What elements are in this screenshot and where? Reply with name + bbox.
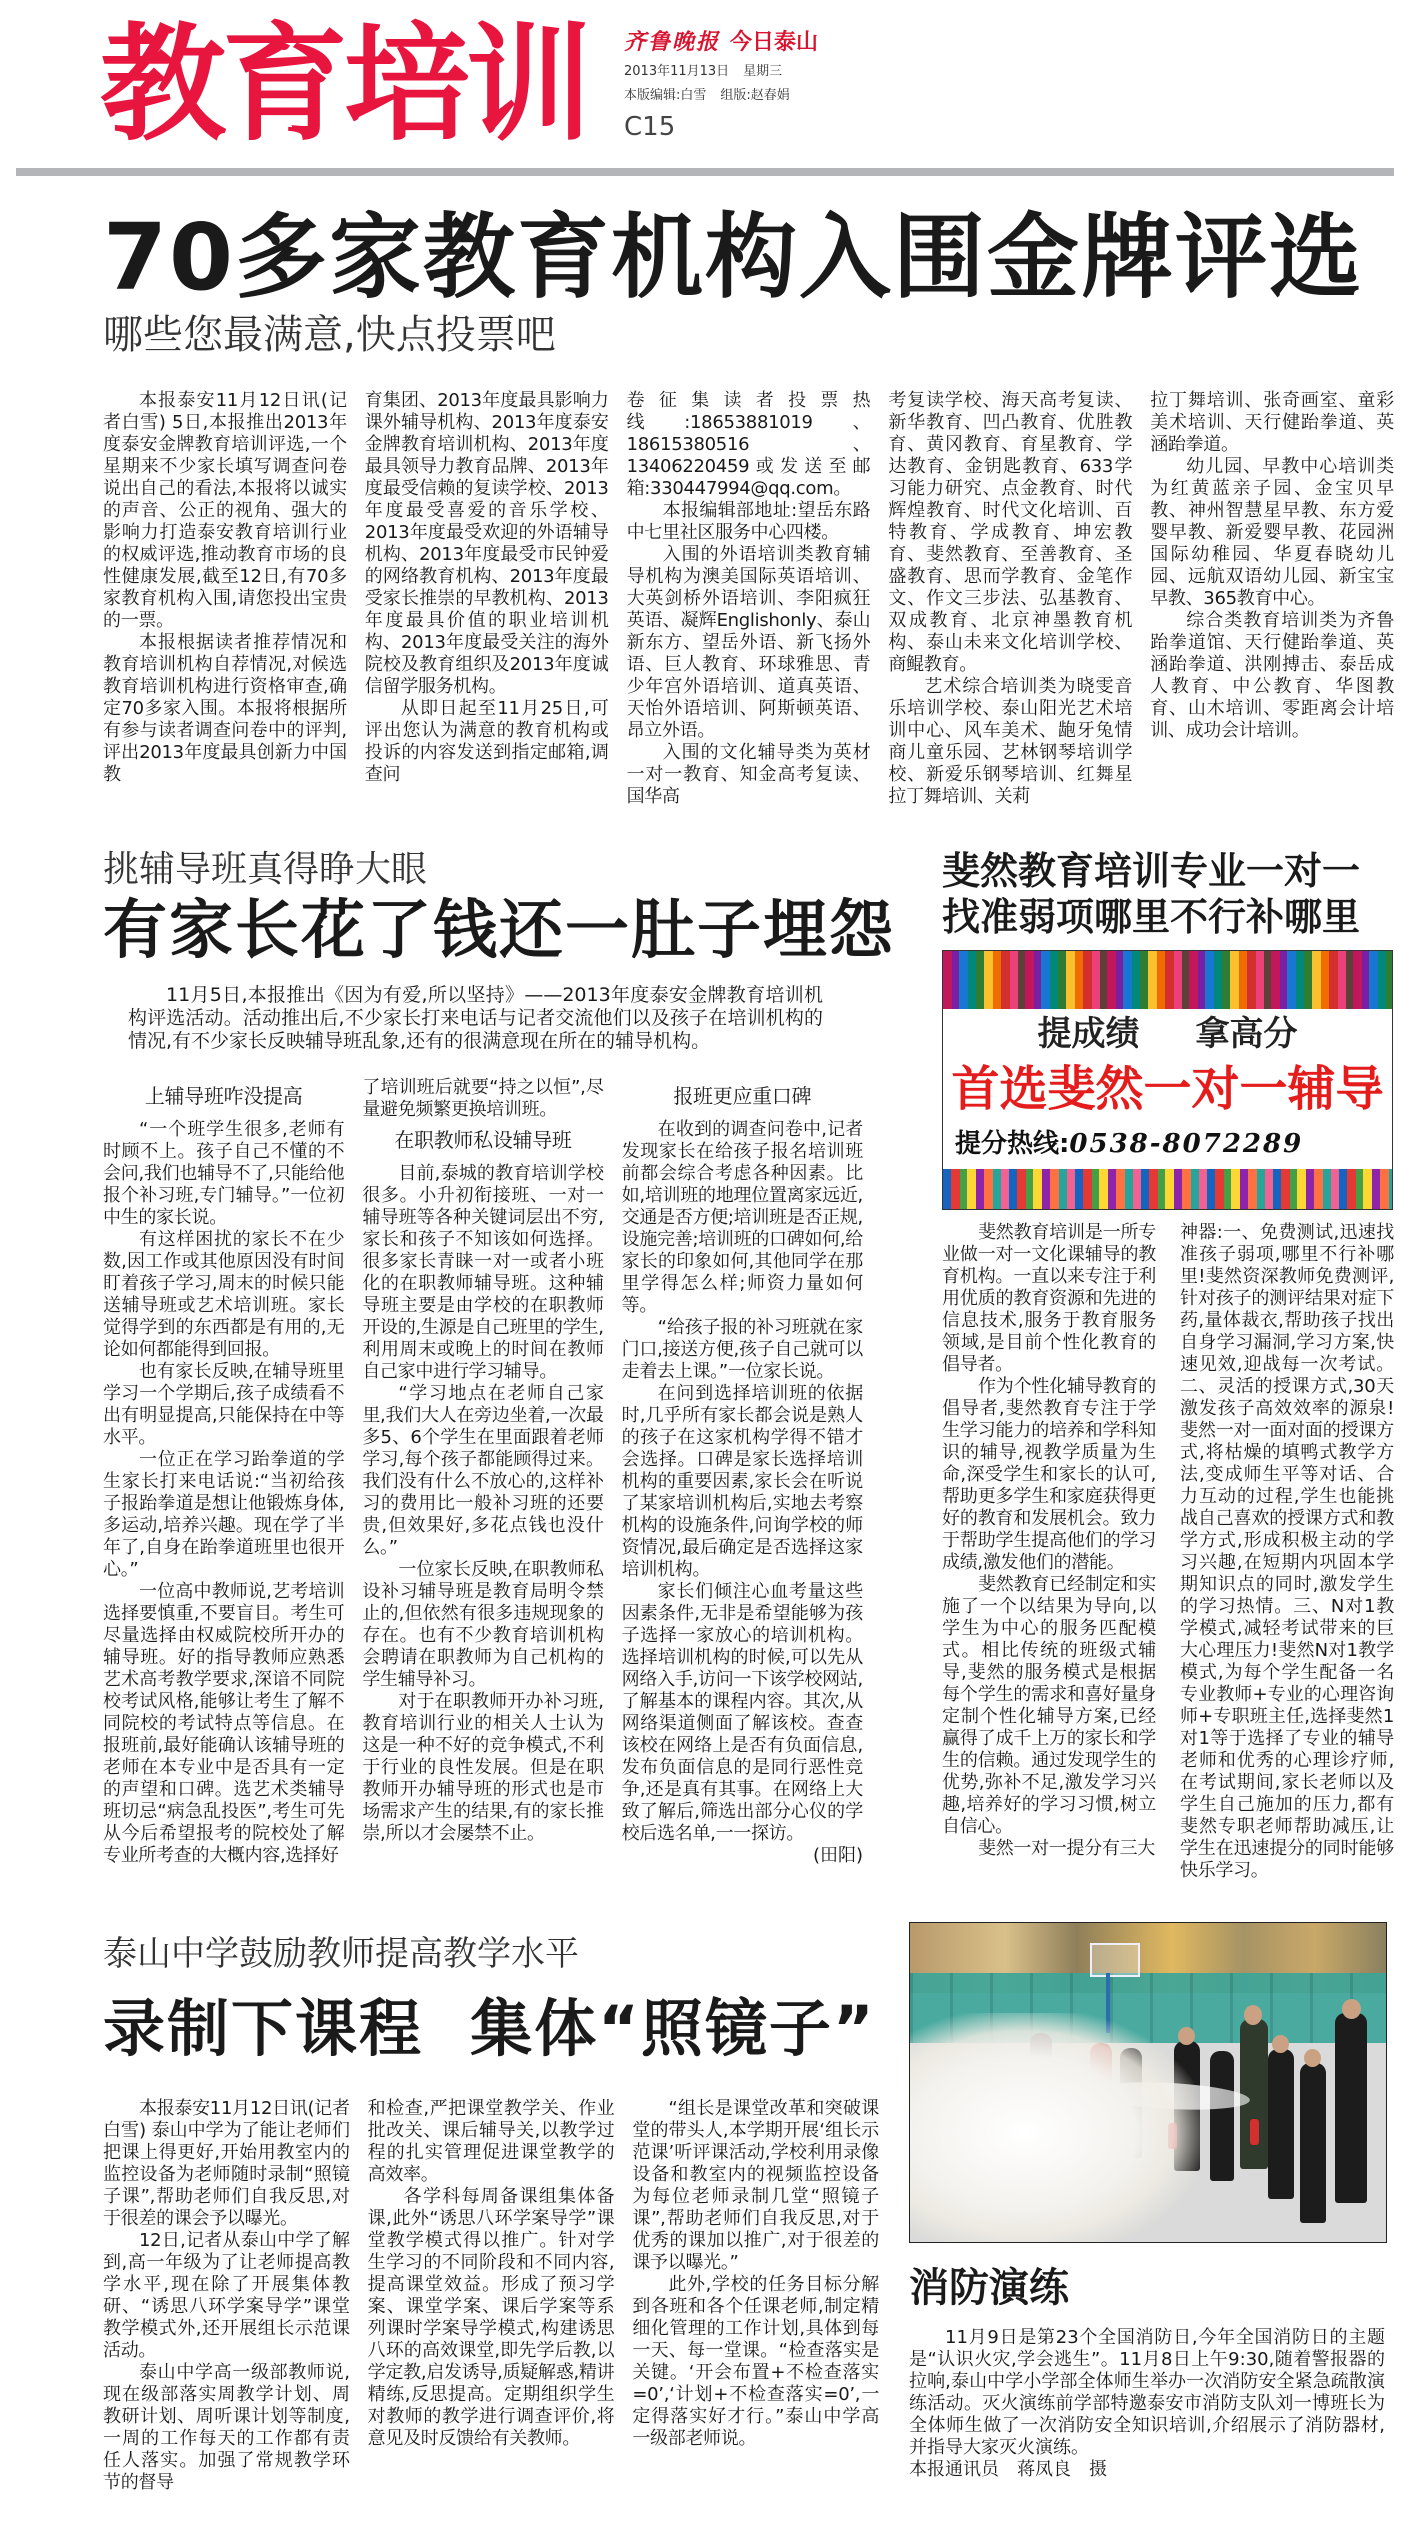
paragraph: 入围的外语培训类教育辅导机构为澳美国际英语培训、大英剑桥外语培训、李阳疯狂英语、凝辉Englishonly、泰山新东方、望岳外语、新飞扬外语、巨人教育、环球雅思、青少年宫外语培训、道真英语、天怡外语培训、阿斯顿英语、昂立外语。 <box>626 544 871 741</box>
article2-column <box>362 1077 603 1845</box>
article1-column <box>888 390 1132 808</box>
paragraph: 考复读学校、海天高考复读、新华教育、凹凸教育、优胜教育、黄冈教育、育星教育、学达教育、金钥匙教育、633学习能力研究、点金教育、时代辉煌教育、时代文化培训、百特教育、学成教育、坤宏教育、斐然教育、至善教育、圣盛教育、思而学教育、金笔作文、作文三步法、弘基教育、双成教育、北京神墨教育机构、泰山未来文化培训学校、商鲲教育。 <box>888 390 1133 675</box>
ad-hotline <box>955 1127 1303 1161</box>
fire-drill-photo <box>909 1922 1387 2243</box>
header-divider <box>16 168 1394 176</box>
section-title: 教育培训 <box>100 11 588 158</box>
newspaper-logo <box>624 28 818 57</box>
fire-extinguisher <box>1250 2119 1259 2145</box>
paragraph: “学习地点在老师自己家里,我们大人在旁边坐着,一次最多5、6个学生在里面跟着老师学习,每个孩子都能顾得过来。我们没有什么不放心的,这样补习的费用比一般补习班的还要贵,但效果好,多花点钱也没什么。” <box>362 1383 604 1558</box>
article3-column <box>103 2098 350 2494</box>
paragraph: 育集团、2013年度最具影响力课外辅导机构、2013年度泰安金牌教育培训机构、2013年度最具领导力教育品牌、2013年度最受信赖的复读学校、2013年度最受喜爱的音乐学校、2013年度最受欢迎的外语辅导机构、2013年度最受市民钟爱的网络教育机构、2013年度最受家长推崇的早教机构、2013年度最具价值的职业培训机构、2013年度最受关注的海外院校及教育组织及2013年度诚信留学服务机构。 <box>364 390 609 697</box>
paragraph: “一个班学生很多,老师有时顾不上。孩子自己不懂的不会问,我们也辅导不了,只能给他报个补习班,专门辅导。”一位初中生的家长说。 <box>103 1119 345 1228</box>
paragraph: 对于在职教师开办补习班,教育培训行业的相关人士认为这是一种不好的竞争模式,不利于行业的良性发展。但是在职教师开办辅导班的形式也是市场需求产生的结果,有的家长推崇,所以才会屡禁不止。 <box>362 1691 604 1844</box>
edition-name: 今日泰山 <box>730 30 819 55</box>
staff-credits <box>624 87 818 105</box>
paragraph: 一位正在学习跆拳道的学生家长打来电话说:“当初给孩子报跆拳道是想让他锻炼身体,多运动,培养兴趣。现在学了半年了,自身在跆拳道班里也很开心。” <box>103 1449 345 1580</box>
paragraph: 此外,学校的任务目标分解到各班和各个任课老师,制定精细化管理的工作计划,具体到每一天、每一堂课。“检查落实是关键。‘开会布置+不检查落实=0’,‘计划+不检查落实=0’,一定得落实好才行。”泰山中学高一级部老师说。 <box>632 2274 880 2449</box>
paragraph: 作为个性化辅导教育的倡导者,斐然教育专注于学生学习能力的培养和学科知识的辅导,视教学质量为生命,深受学生和家长的认可,帮助更多学生和家庭获得更好的教育和发展机会。致力于帮助学生提高他们的学习成绩,激发他们的潜能。 <box>942 1376 1156 1573</box>
issue-date <box>624 63 818 81</box>
article2-byline: (田阳) <box>812 1845 863 1866</box>
column-subhead: 在职教师私设辅导班 <box>394 1128 572 1152</box>
article3-section <box>0 1922 1409 2524</box>
editor: 本版编辑:白雪 <box>624 88 707 103</box>
article3-column <box>632 2098 879 2450</box>
paragraph: 本报泰安11月12日讯(记者白雪) 5日,本报推出2013年度泰安金牌教育培训评选,一个星期来不少家长填写调查问卷说出自己的看法,本报将以诚实的声音、公正的视角、强大的影响力打造泰安教育培训行业的权威评选,推动教育市场的良性健康发展,截至12日,有70多家教育机构入围,请您投出宝贵的一票。 <box>103 390 347 631</box>
article1-headline: 70多家教育机构入围金牌评选 <box>103 204 1364 311</box>
paragraph: 目前,泰城的教育培训学校很多。小升初衔接班、一对一辅导班等各种关键词层出不穷,家长和孩子不知该如何选择。很多家长青睐一对一或者小班化的在职教师辅导班。这种辅导班主要是由学校的在职教师开设的,生源是自己班里的学生,利用周末或晚上的时间在教师自己家中进行学习辅导。 <box>362 1163 604 1382</box>
article1-columns <box>103 390 1394 808</box>
article2-column <box>103 1077 344 1867</box>
paragraph: 有这样困扰的家长不在少数,因工作或其他原因没有时间盯着孩子学习,周末的时候只能送辅导班或艺术培训班。家长觉得学到的东西都是有用的,无论如何都能得到回报。 <box>103 1229 345 1360</box>
article2-columns <box>103 1077 863 1867</box>
paragraph: 一位家长反映,在职教师私设补习辅导班是教育局明令禁止的,但依然有很多违规现象的存在。也有不少教育培训机构会聘请在职教师为自己机构的学生辅导补习。 <box>362 1559 604 1690</box>
paragraph: 斐然教育已经制定和实施了一个以结果为导向,以学生为中心的服务匹配模式。相比传统的班级式辅导,斐然的服务模式是根据每个学生的需求和喜好量身定制个性化辅导方案,已经赢得了成千上万的家长和学生的信赖。通过发现学生的优势,弥补不足,激发学习兴趣,培养好的学习习惯,树立自信心。 <box>942 1574 1156 1837</box>
date: 2013年11月13日 <box>624 64 730 79</box>
layout-editor: 组版:赵春娟 <box>720 88 790 103</box>
hotline-number: 0538-8072289 <box>1069 1129 1304 1159</box>
article3-column <box>368 2098 615 2450</box>
colored-pencils-graphic <box>943 951 1392 1009</box>
paragraph: 了培训班后就要“持之以恒”,尽量避免频繁更换培训班。 <box>362 1077 604 1120</box>
article2-headline: 有家长花了钱还一肚子埋怨 <box>103 894 895 968</box>
article1-column <box>1150 390 1394 742</box>
ad-headline <box>942 848 1394 940</box>
paragraph: 卷征集读者投票热线:18653881019、18615380516、13406220459或发送至邮箱:330447994@qq.com。 <box>626 390 871 499</box>
paragraph: 幼儿园、早教中心培训类为红黄蓝亲子园、金宝贝早教、神州智慧星早教、东方爱婴早教、新爱婴早教、花园洲国际幼稚园、华夏春晓幼儿园、远航双语幼儿园、新宝宝早教、365教育中心。 <box>1150 456 1394 609</box>
paragraph: “给孩子报的补习班就在家门口,接送方便,孩子自己就可以走着去上课。”一位家长说。 <box>621 1317 863 1382</box>
article2-kicker: 挑辅导班真得睁大眼 <box>103 849 428 890</box>
photo-credit: 本报通讯员 蒋凤良 摄 <box>909 2459 1107 2480</box>
intro-paragraph: 11月5日,本报推出《因为有爱,所以坚持》——2013年度泰安金牌教育培训机构评选活动。活动推出后,不少家长打来电话与记者交流他们以及孩子在培训机构的情况,有不少家长反映辅导班乱象,还有的很满意现在所在的辅导机构。 <box>128 984 823 1052</box>
head <box>1244 2005 1262 2025</box>
article2-section <box>0 848 1409 1882</box>
article1 <box>0 176 1409 808</box>
head <box>1342 1999 1361 2019</box>
ad-main-text: 首选斐然一对一辅导 <box>951 1061 1384 1117</box>
fire-drill <box>909 1922 1385 2481</box>
head <box>1272 2035 1289 2053</box>
ad-banner <box>942 950 1393 1210</box>
person <box>1210 2051 1234 2181</box>
paragraph: 也有家长反映,在辅导班里学习一个学期后,孩子成绩看不出有明显提高,只能保持在中等水平。 <box>103 1361 345 1448</box>
paragraph: 斐然一对一提分有三大 <box>978 1838 1155 1859</box>
advertisement <box>942 848 1394 1882</box>
smoke-cloud <box>909 2013 1200 2243</box>
fire-drill-caption <box>909 2327 1385 2481</box>
paragraph: 各学科每周备课组集体备课,此外“诱思八环学案导学”课堂教学模式得以推广。针对学生学习的不同阶段和不同内容,提高课堂效益。形成了预习学案、课堂学案、课后学案等系列课时学案导学模式,构建诱思八环的高效课堂,即先学后教,以学定教,启发诱导,质疑解惑,精讲精练,反思提高。定期组织学生对教师的教学进行调查评价,将意见及时反馈给有关教师。 <box>367 2186 615 2449</box>
article3-headline: 录制下课程 集体“照镜子” <box>103 1992 876 2065</box>
masthead-info <box>624 10 818 143</box>
paragraph: 从即日起至11月25日,可评出您认为满意的教育机构或投诉的内容发送到指定邮箱,调查问 <box>364 698 609 785</box>
paragraph: 家长们倾注心血考量这些因素条件,无非是希望能够为孩子选择一家放心的培训机构。选择培训机构的时候,可以先从网络入手,访问一下该学校网站,了解基本的课程内容。其次,从网络渠道侧面了解该校。查查该校在网络上是否有负面信息,发布负面信息的是同行恶性竞争,还是真有其事。在网络上大致了解后,筛选出部分心仪的学校后选名单,一一探访。 <box>621 1581 863 1844</box>
article1-column <box>365 390 609 786</box>
ad-headline-line1: 斐然教育培训专业一对一 <box>942 849 1361 893</box>
paragraph: 12日,记者从泰山中学了解到,高一年级为了让老师提高教学水平,现在除了开展集体教研、“诱思八环学案导学”课堂教学模式外,还开展组长示范课活动。 <box>103 2230 350 2361</box>
weekday: 星期三 <box>743 64 783 79</box>
paragraph: 斐然教育培训是一所专业做一对一文化课辅导的教育机构。一直以来专注于利用优质的教育资源和先进的信息技术,服务于教育服务领域,是目前个性化教育的倡导者。 <box>942 1222 1156 1375</box>
colored-pencils-graphic <box>943 1169 1392 1209</box>
article2-column <box>622 1083 863 1845</box>
head <box>1304 2049 1321 2067</box>
paragraph: 拉丁舞培训、张奇画室、童彩美术培训、天行健跆拳道、英涵跆拳道。 <box>1150 390 1394 455</box>
paragraph: 神器:一、免费测试,迅速找准孩子弱项,哪里不行补哪里!斐然资深教师免费测评,针对孩子的测评结果对症下药,量体裁衣,帮助孩子找出自身学习漏洞,学习方案,快速见效,迎战每一次考试。二、灵活的授课方式,30天激发孩子高效效率的源泉!斐然一对一面对面的授课方式,将枯燥的填鸭式教学方法,变成师生平等对话、合力互动的过程,学生也能挑战自己喜欢的授课方式和教学方式,形成积极主动的学习兴趣,在短期内巩固本学期知识点的同时,激发学生的学习热情。三、N对1教学模式,减轻考试带来的巨大心理压力!斐然N对1教学模式,为每个学生配备一名专业教师+专业的心理咨询师+专职班主任,选择斐然1对1等于选择了专业的辅导老师和优秀的心理诊疗师,在考试期间,家长老师以及学生自己施加的压力,都有斐然专职老师帮助减压,让学生在迅速提分的同时能够快乐学习。 <box>1180 1222 1394 1881</box>
slogan-left: 提成绩 <box>1037 1014 1140 1054</box>
article2-last-column <box>622 1077 863 1867</box>
ad-columns <box>942 1222 1394 1882</box>
paragraph: 本报泰安11月12日讯(记者白雪) 泰山中学为了能让老师们把课上得更好,开始用教室内的监控设备为老师随时录制“照镜子课”,帮助老师们自我反思,对于很差的课会予以曝光。 <box>103 2098 350 2229</box>
article1-column <box>627 390 871 808</box>
caption-text: 11月9日是第23个全国消防日,今年全国消防日的主题是“认识火灾,学会逃生”。11月8日上午9:30,随着警报器的拉响,泰山中学小学部全体师生举办一次消防安全紧急疏散演练活动。灭火演练前学部特邀泰安市消防支队刘一博班长为全体师生做了一次消防安全知识培训,介绍展示了消防器材,并指导大家灭火演练。 <box>909 2327 1385 2458</box>
paragraph: 在收到的调查问卷中,记者发现家长在给孩子报名培训班前都会综合考虑各种因素。比如,培训班的地理位置离家远近,交通是否方便;培训班是否正规,设施完善;培训班的口碑如何,给家长的印象如何,其他同学在那里学得怎么样;师资力量如何等。 <box>621 1119 863 1316</box>
paragraph: 本报根据读者推荐情况和教育培训机构自荐情况,对候选教育培训机构进行资格审查,确定70多家入围。本报将根据所有参与读者调查问卷中的评判,评出2013年度最具创新力中国教 <box>103 632 347 785</box>
paragraph: 艺术综合培训类为晓雯音乐培训学校、泰山阳光艺术培训中心、风车美术、龅牙兔情商儿童乐园、艺林钢琴培训学校、新爱乐钢琴培训、红舞星拉丁舞培训、关莉 <box>888 676 1133 807</box>
article3-columns <box>103 2098 879 2494</box>
paragraph: “组长是课堂改革和突破课堂的带头人,本学期开展‘组长示范课’听评课活动,学校利用录像设备和教室内的视频监控设备为每位老师录制几堂“照镜子课”,帮助老师们自我反思,对于优秀的课加以推广,对于很差的课予以曝光。” <box>632 2098 880 2273</box>
paragraph: 本报编辑部地址:望岳东路中七里社区服务中心四楼。 <box>626 500 871 543</box>
masthead <box>0 0 1409 168</box>
ad-headline-line2: 找准弱项哪里不行补哪里 <box>942 895 1361 939</box>
fire-drill-headline: 消防演练 <box>909 2265 1069 2311</box>
article3-kicker: 泰山中学鼓励教师提高教学水平 <box>103 1934 579 1974</box>
person <box>1300 2063 1326 2223</box>
person <box>1335 2013 1367 2203</box>
page-number: C15 <box>624 112 676 142</box>
slogan-right: 拿高分 <box>1195 1014 1298 1054</box>
hotline-label: 提分热线: <box>955 1129 1070 1159</box>
person <box>1268 2049 1294 2199</box>
article2 <box>103 848 895 1867</box>
ad-column <box>942 1222 1156 1860</box>
column-subhead: 上辅导班咋没提高 <box>144 1084 303 1108</box>
paper-name: 齐鲁晚报 <box>624 29 721 55</box>
paragraph: 入围的文化辅导类为英材一对一教育、知金高考复读、国华高 <box>626 742 871 807</box>
paragraph: 泰山中学高一级部教师说,现在级部落实周教学计划、周教研计划、周听课计划等制度,一周的工作每天的工作都有责任人落实。加强了常规教学环节的督导 <box>103 2362 350 2493</box>
paragraph: 综合类教育培训类为齐鲁跆拳道馆、天行健跆拳道、英涵跆拳道、洪刚搏击、泰岳成人教育、中公教育、华图教育、山木培训、零距离会计培训、成功会计培训。 <box>1150 610 1394 741</box>
article3 <box>103 1922 879 2494</box>
paragraph: 在问到选择培训班的依据时,几乎所有家长都会说是熟人的孩子在这家机构学得不错才会选择。口碑是家长选择培训机构的重要因素,家长会在听说了某家培训机构后,实地去考察机构的设施条件,问询学校的师资情况,最后确定是否选择这家培训机构。 <box>621 1383 863 1580</box>
paragraph: 一位高中教师说,艺考培训选择要慎重,不要盲目。考生可尽量选择由权威院校所开办的辅导班。好的指导教师应熟悉艺术高考教学要求,深谙不同院校考试风格,能够让考生了解不同院校的考试特点等信息。在报班前,最好能确认该辅导班的老师在本专业中是否具有一定的声望和口碑。选艺术类辅导班切忌“病急乱投医”,考生可先从今后希望报考的院校处了解专业所考查的大概内容,选择好 <box>103 1581 345 1866</box>
article1-subhead: 哪些您最满意,快点投票吧 <box>103 312 556 358</box>
basketball-hoop <box>1090 1943 1140 1977</box>
article2-intro <box>128 984 823 1053</box>
paragraph: 和检查,严把课堂教学关、作业批改关、课后辅导关,以教学过程的扎实管理促进课堂教学的高效率。 <box>367 2098 615 2185</box>
article1-column <box>103 390 347 786</box>
ad-slogan <box>943 1013 1392 1055</box>
column-subhead: 报班更应重口碑 <box>673 1084 812 1108</box>
ad-column <box>1180 1222 1394 1882</box>
